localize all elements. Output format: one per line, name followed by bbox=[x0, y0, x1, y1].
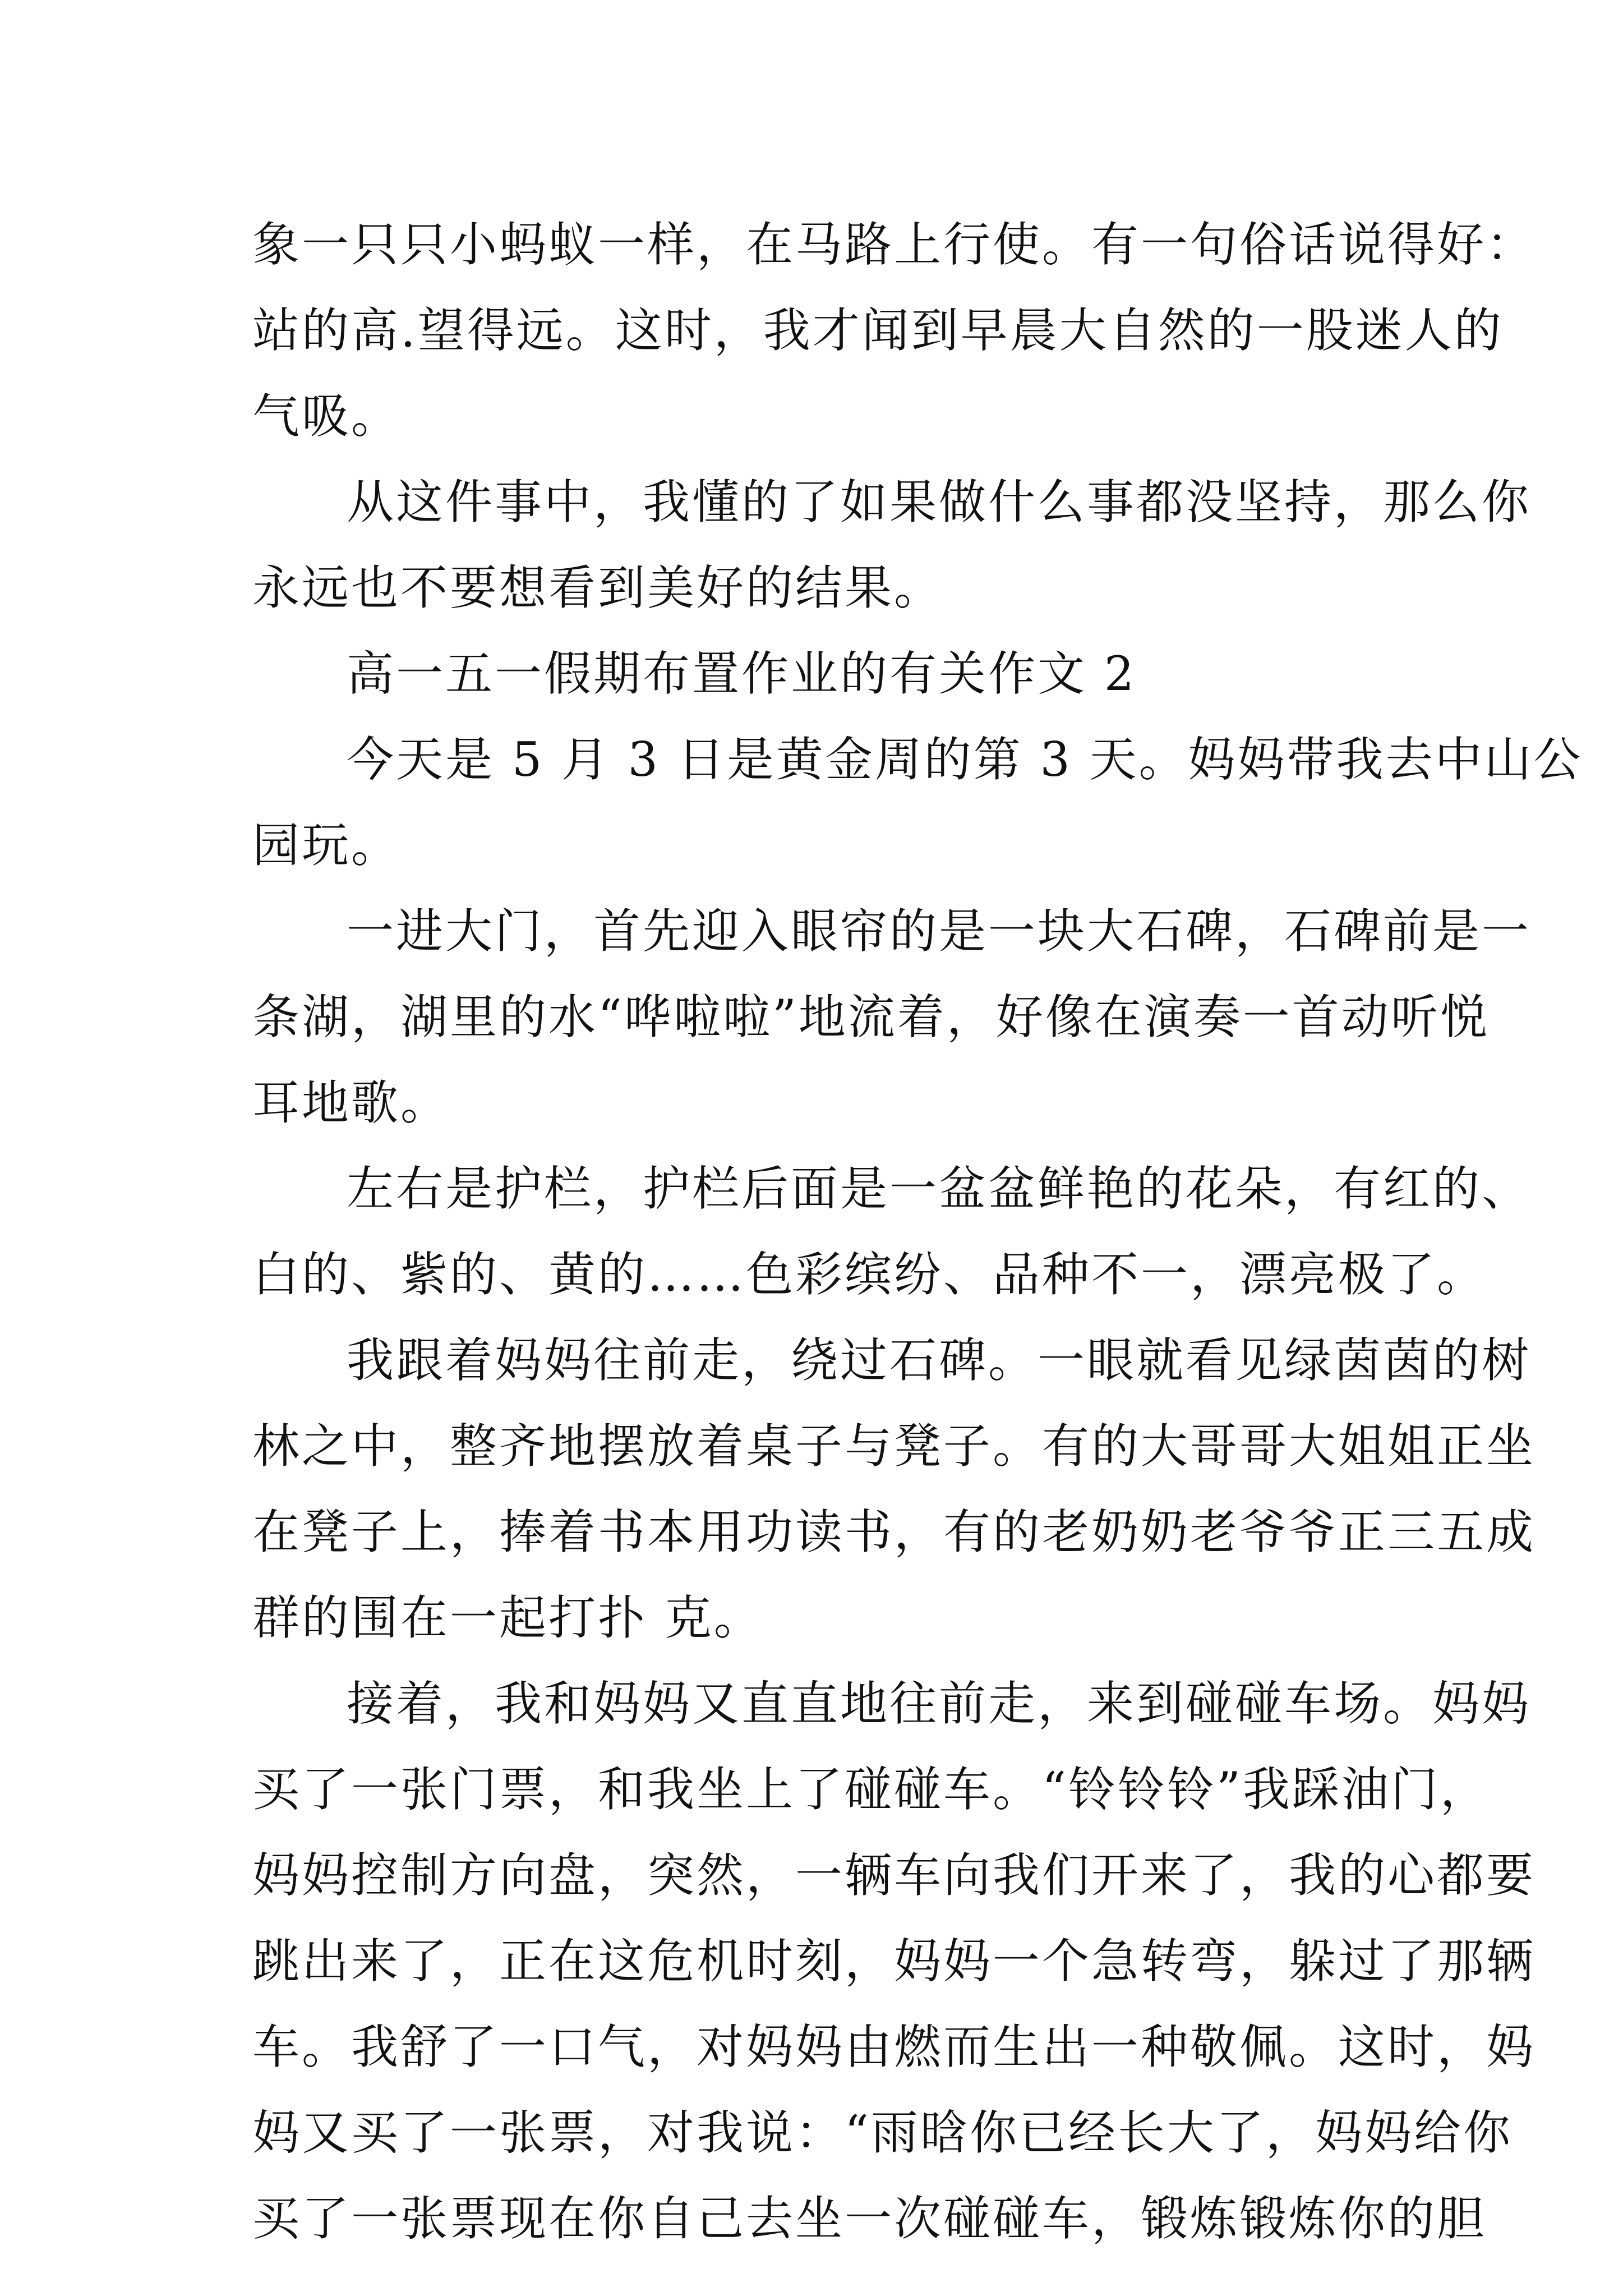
text-line: 站的高.望得远。这时，我才闻到早晨大自然的一股迷人的 bbox=[252, 303, 1504, 358]
text-line: 从这件事中，我懂的了如果做什么事都没坚持，那么你 bbox=[347, 475, 1532, 530]
text-line: 群的围在一起打扑 克。 bbox=[252, 1590, 763, 1645]
text-line: 象一只只小蚂蚁一样，在马路上行使。有一句俗话说得好： bbox=[252, 217, 1536, 272]
text-line: 妈又买了一张票，对我说：“雨晗你已经长大了，妈妈给你 bbox=[252, 2105, 1513, 2160]
text-line: 高一五一假期布置作业的有关作文 2 bbox=[347, 646, 1137, 701]
text-line: 左右是护栏，护栏后面是一盆盆鲜艳的花朵，有红的、 bbox=[347, 1161, 1532, 1216]
text-line: 今天是 5 月 3 日是黄金周的第 3 天。妈妈带我去中山公 bbox=[347, 732, 1583, 787]
text-line: 一进大门，首先迎入眼帘的是一块大石碑，石碑前是一 bbox=[347, 904, 1532, 959]
paragraph bbox=[252, 889, 1532, 1146]
text-line: 妈妈控制方向盘，突然，一辆车向我们开来了，我的心都要 bbox=[252, 1848, 1536, 1903]
paragraph bbox=[252, 202, 1536, 459]
paragraph bbox=[252, 1661, 1536, 2262]
text-line: 条湖，湖里的水“哗啦啦”地流着，好像在演奏一首动听悦 bbox=[252, 990, 1490, 1045]
text-line: 气吸。 bbox=[252, 389, 401, 444]
text-line: 接着，我和妈妈又直直地往前走，来到碰碰车场。妈妈 bbox=[347, 1676, 1532, 1731]
document-body bbox=[252, 202, 1583, 2262]
text-line: 林之中，整齐地摆放着桌子与凳子。有的大哥哥大姐姐正坐 bbox=[252, 1419, 1536, 1474]
text-line: 耳地歌。 bbox=[252, 1075, 450, 1130]
text-line: 买了一张票现在你自己去坐一次碰碰车，锻炼锻炼你的胆 bbox=[252, 2191, 1487, 2246]
text-line: 买了一张门票，和我坐上了碰碰车。“铃铃铃”我踩油门， bbox=[252, 1762, 1490, 1817]
text-line: 园玩。 bbox=[252, 818, 401, 873]
text-line: 在凳子上，捧着书本用功读书，有的老奶奶老爷爷正三五成 bbox=[252, 1504, 1536, 1559]
text-line: 永远也不要想看到美好的结果。 bbox=[252, 560, 944, 615]
paragraph bbox=[252, 459, 1532, 631]
paragraph bbox=[252, 717, 1583, 889]
text-line: 跳出来了，正在这危机时刻，妈妈一个急转弯，躲过了那辆 bbox=[252, 1934, 1536, 1989]
text-line: 我跟着妈妈往前走，绕过石碑。一眼就看见绿茵茵的树 bbox=[347, 1333, 1532, 1388]
text-line: 白的、紫的、黄的……色彩缤纷、品种不一，漂亮极了。 bbox=[252, 1247, 1487, 1302]
paragraph bbox=[252, 1318, 1536, 1661]
paragraph bbox=[252, 631, 1385, 717]
text-line: 车。我舒了一口气，对妈妈由燃而生出一种敬佩。这时，妈 bbox=[252, 2019, 1536, 2074]
paragraph bbox=[252, 1146, 1532, 1318]
